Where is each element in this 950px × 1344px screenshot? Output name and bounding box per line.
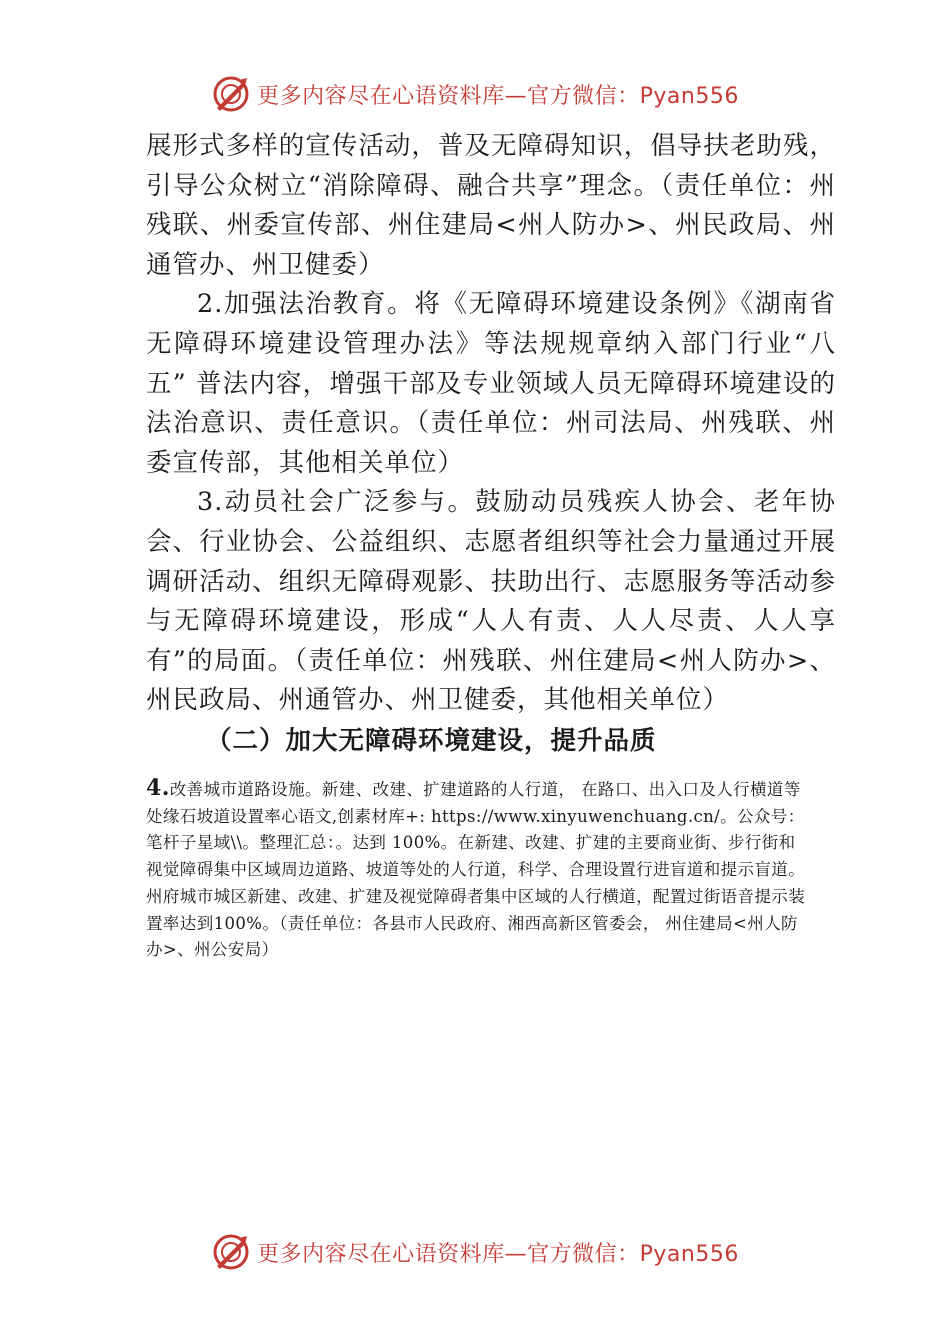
- footer-banner: [0, 1230, 950, 1274]
- pen-circle-logo-icon: [211, 74, 251, 114]
- paragraph-continuation: 展形式多样的宣传活动，普及无障碍知识，倡导扶老助残， 引导公众树立“消除障碍、融合共享”理念。（责任单位：州残联、州委宣传部、州住建局<州人防办>、州民政局、州通管办、州卫健委）: [146, 131, 836, 280]
- banner-text: 更多内容尽在心语资料库—官方微信：Pyan556: [257, 83, 739, 109]
- item-text: 改善城市道路设施。新建、改建、扩建道路的人行道， 在路口、出入口及人行横道等处缘石坡道设置率心语文,创素材库+: https://www.xinyuwenchuang.cn/。公众号：笔杆子星域\\。整理汇总：。达到 100%。在新建、改建、扩建的主要商业街、步行街和视觉障碍集中区域周边道路、坡道等处的人行道，科学、合理设置行进盲道和提示盲道。州府城市城区新建、改建、扩建及视觉障碍者集中区域的人行横道，配置过街语音提示装置率达到100%。（责任单位：各县市人民政府、湘西高新区管委会， 州住建局<州人防办>、州公安局）: [146, 780, 806, 960]
- paragraph-item-2: 2.加强法治教育。将《无障碍环境建设条例》《湖南省无障碍环境建设管理办法》等法规规章纳入部门行业“八五” 普法内容，增强干部及专业领域人员无障碍环境建设的法治意识、责任意识。（责任单位：州司法局、州残联、州委宣传部，其他相关单位）: [146, 289, 836, 478]
- document-body: [146, 127, 836, 761]
- paragraph-item-4: [146, 775, 808, 964]
- item-number: 4.: [146, 775, 170, 801]
- paragraph-item-3: 3.动员社会广泛参与。鼓励动员残疾人协会、老年协会、行业协会、公益组织、志愿者组织等社会力量通过开展调研活动、组织无障碍观影、扶助出行、志愿服务等活动参与无障碍环境建设，形成“人人有责、人人尽责、人人享有”的局面。（责任单位：州残联、州住建局<州人防办>、州民政局、州通管办、州卫健委，其他相关单位）: [146, 487, 836, 716]
- banner-text: 更多内容尽在心语资料库—官方微信：Pyan556: [257, 1241, 739, 1267]
- section-heading: （二）加大无障碍环境建设，提升品质: [206, 725, 657, 756]
- header-banner: [0, 72, 950, 116]
- pen-circle-logo-icon: [211, 1232, 251, 1272]
